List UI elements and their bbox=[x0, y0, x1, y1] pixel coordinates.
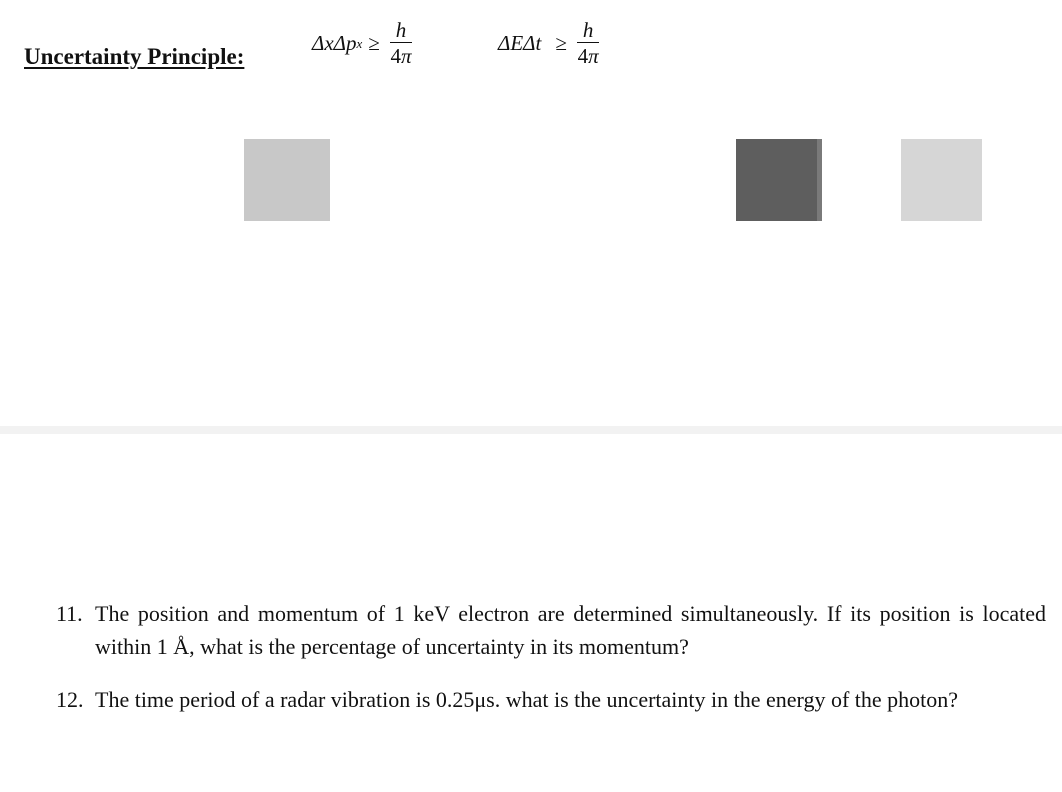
formula2-fraction bbox=[577, 18, 600, 69]
question-number: 12. bbox=[56, 687, 84, 712]
formula1-denominator: 4π bbox=[390, 44, 412, 68]
energy-time-formula bbox=[498, 18, 599, 69]
formula2-lhs: ΔEΔt bbox=[498, 31, 542, 55]
formula1-lhs: ΔxΔp bbox=[312, 31, 357, 55]
question-11 bbox=[56, 597, 1046, 663]
formula1-numerator: h bbox=[390, 18, 413, 43]
gray-block-1 bbox=[244, 139, 330, 221]
formula1-subscript: x bbox=[356, 35, 363, 51]
position-momentum-formula bbox=[312, 18, 412, 69]
formula1-relation: ≥ bbox=[368, 31, 380, 55]
formula2-relation: ≥ bbox=[555, 31, 567, 55]
dark-block bbox=[736, 139, 822, 221]
gray-block-2 bbox=[901, 139, 982, 221]
formula2-numerator: h bbox=[577, 18, 600, 43]
question-text: The time period of a radar vibration is 0.25μs. what is the uncertainty in the energy of the photon? bbox=[95, 687, 959, 712]
formula2-denominator: 4π bbox=[577, 44, 599, 68]
section-divider bbox=[0, 426, 1062, 434]
question-number: 11. bbox=[56, 601, 83, 626]
formula1-fraction bbox=[390, 18, 413, 69]
question-12 bbox=[56, 683, 1046, 716]
question-text: The position and momentum of 1 keV electron are determined simultaneously. If its position is located within 1 Å, what is the percentage of uncertainty in its momentum? bbox=[95, 601, 1046, 659]
page-title: Uncertainty Principle: bbox=[24, 44, 245, 69]
